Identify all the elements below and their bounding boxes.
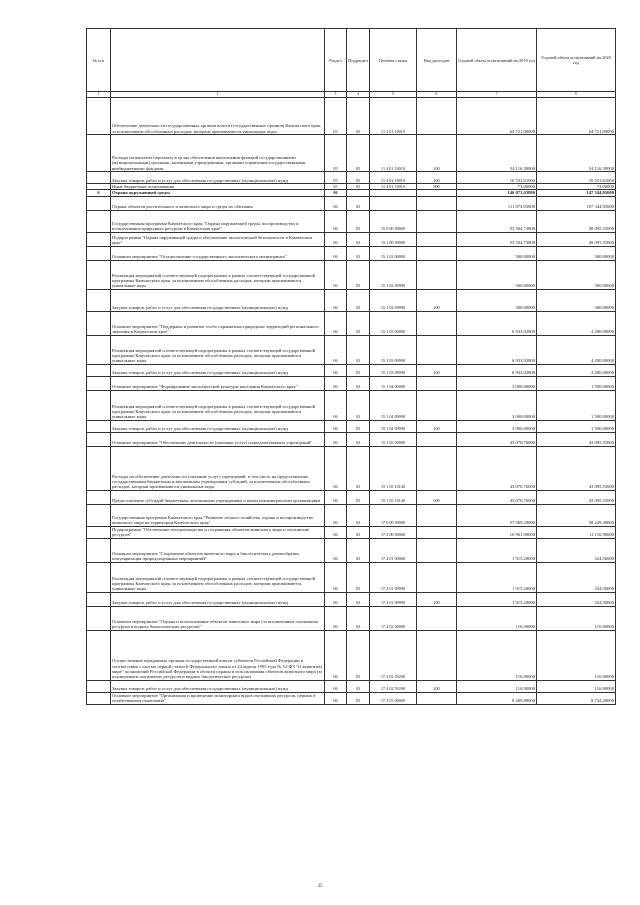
cell-amount-2020: 49 095,55000 <box>537 232 616 246</box>
cell-subsection: 03 <box>347 526 370 538</box>
cell-subsection: 05 <box>347 172 370 184</box>
cell-num <box>87 630 111 680</box>
cell-amount-2019: 500,00000 <box>457 260 537 289</box>
header-exp-type: Вид расходов <box>417 29 457 92</box>
cell-amount-2019: 116,90000 <box>457 630 537 680</box>
cell-num <box>87 289 111 311</box>
cell-target: 17 4 01 09990 <box>370 592 417 606</box>
cell-section: 05 <box>325 184 347 190</box>
cell-target: 15 0 00 00000 <box>370 210 417 232</box>
header-section: Раздел <box>325 29 347 92</box>
cell-section: 05 <box>325 135 347 172</box>
cell-target: 15 1 03 09990 <box>370 364 417 376</box>
cell-name: Закупка товаров, работ и услуг для обеспечения государственных (муниципальных) нужд <box>111 420 325 432</box>
cell-amount-2020: 43 095,55000 <box>537 490 616 504</box>
cell-subsection: 05 <box>347 135 370 172</box>
cell-amount-2019: 111 073,03800 <box>457 196 537 210</box>
cell-amount-2020: 324,50000 <box>537 592 616 606</box>
cell-name: Реализация мероприятий соответствующей подпрограммы в рамках соответствующей государственной программы Камчатского края, за исключением обособленных расходов, которым присваиваются уникальные коды <box>111 335 325 364</box>
cell-num <box>87 538 111 562</box>
cell-section: 06 <box>325 630 347 680</box>
cell-amount-2019: 73,00000 <box>457 184 537 190</box>
cell-target: 17 4 02 59200 <box>370 680 417 692</box>
cell-amount-2020: 1 500,00000 <box>537 376 616 390</box>
cell-name: Закупка товаров, работ и услуг для обеспечения государственных (муниципальных) нужд <box>111 592 325 606</box>
cell-amount-2019: 54 116,39000 <box>457 135 537 172</box>
cell-num <box>87 172 111 184</box>
cell-exp-type <box>417 210 457 232</box>
cell-amount-2019: 1 915,20000 <box>457 562 537 592</box>
cell-amount-2020: 116,90000 <box>537 606 616 630</box>
header-amount-2020: Годовой объем ассигнований на 2020 год <box>537 29 616 92</box>
table-body <box>87 98 616 705</box>
table-row <box>87 562 616 592</box>
cell-target: 15 1 03 00000 <box>370 311 417 335</box>
cell-amount-2020: 10 531,61000 <box>537 172 616 184</box>
cell-subsection: 03 <box>347 562 370 592</box>
cell-subsection: 03 <box>347 210 370 232</box>
document-page <box>86 28 615 705</box>
cell-subsection: 03 <box>347 606 370 630</box>
cell-exp-type <box>417 196 457 210</box>
cell-section: 06 <box>325 592 347 606</box>
cell-name: Реализация мероприятий соответствующей подпрограммы в рамках соответствующей государственной программы Камчатского края, за исключением обособленных расходов, которым присваиваются уникальные коды <box>111 562 325 592</box>
cell-amount-2019: 1 915,20000 <box>457 592 537 606</box>
cell-exp-type: 200 <box>417 172 457 184</box>
column-index: 3 <box>325 92 347 98</box>
cell-name: Охрана окружающей среды <box>111 190 325 196</box>
cell-amount-2020: 300,00000 <box>537 246 616 260</box>
table-row <box>87 364 616 376</box>
cell-amount-2020: 1 500,00000 <box>537 420 616 432</box>
cell-subsection: 05 <box>347 184 370 190</box>
table-row <box>87 98 616 135</box>
cell-exp-type: 200 <box>417 680 457 692</box>
cell-subsection: 03 <box>347 692 370 704</box>
cell-amount-2019: 500,00000 <box>457 246 537 260</box>
cell-subsection: 03 <box>347 260 370 289</box>
cell-exp-type <box>417 335 457 364</box>
cell-target: 11 4 01 10010 <box>370 184 417 190</box>
cell-target: 15 1 02 09990 <box>370 289 417 311</box>
cell-section: 05 <box>325 98 347 135</box>
cell-amount-2019: 6 933,92800 <box>457 364 537 376</box>
cell-exp-type <box>417 311 457 335</box>
cell-name: Закупка товаров, работ и услуг для обеспечения государственных (муниципальных) нужд <box>111 289 325 311</box>
cell-subsection: 03 <box>347 196 370 210</box>
cell-exp-type <box>417 98 457 135</box>
header-name <box>111 29 325 92</box>
cell-exp-type <box>417 232 457 246</box>
cell-name: Закупка товаров, работ и услуг для обеспечения государственных (муниципальных) нужд <box>111 364 325 376</box>
cell-amount-2019: 43 070,76000 <box>457 490 537 504</box>
cell-exp-type <box>417 630 457 680</box>
table-row <box>87 526 616 538</box>
cell-name: Основное мероприятие "Сохранение объектов животного мира и биологического разнообразия, популяризация природоохранных мероприятий" <box>111 538 325 562</box>
cell-subsection: 03 <box>347 311 370 335</box>
cell-section: 06 <box>325 210 347 232</box>
cell-num <box>87 592 111 606</box>
cell-section: 06 <box>325 196 347 210</box>
cell-num <box>87 260 111 289</box>
cell-subsection: 03 <box>347 432 370 446</box>
cell-subsection: 03 <box>347 446 370 490</box>
cell-exp-type <box>417 692 457 704</box>
cell-name: Расходы на обеспечение деятельности (оказание услуг) учреждений, в том числе на предоставление государственным бюджетным и автономным учреждениям субсидий, за исключением обособленных расходов, которым присваиваются уникальные коды <box>111 446 325 490</box>
cell-amount-2020: 116,90000 <box>537 630 616 680</box>
cell-exp-type <box>417 606 457 630</box>
column-index: 5 <box>370 92 417 98</box>
cell-section: 06 <box>325 232 347 246</box>
cell-target: 17 4 01 00000 <box>370 538 417 562</box>
column-index: 4 <box>347 92 370 98</box>
cell-amount-2019: 146 073,03800 <box>457 190 537 196</box>
cell-amount-2020: 73,00000 <box>537 184 616 190</box>
cell-section: 06 <box>325 432 347 446</box>
cell-num <box>87 432 111 446</box>
cell-section: 06 <box>325 504 347 526</box>
cell-target: 11 4 01 10010 <box>370 135 417 172</box>
table-row <box>87 606 616 630</box>
cell-amount-2019: 116,90000 <box>457 606 537 630</box>
cell-num <box>87 311 111 335</box>
table-row <box>87 376 616 390</box>
cell-amount-2019: 3 000,00000 <box>457 376 537 390</box>
cell-name: Основное мероприятие "Осуществление государственного экологического мониторинга" <box>111 246 325 260</box>
cell-num <box>87 376 111 390</box>
cell-target: 17 4 03 00000 <box>370 692 417 704</box>
cell-target: 15 1 00 00000 <box>370 232 417 246</box>
cell-name: Основное мероприятие "Поддержка и развитие особо охраняемых природных территорий регионального значения в Камчатском крае" <box>111 311 325 335</box>
cell-num <box>87 246 111 260</box>
cell-exp-type <box>417 390 457 420</box>
cell-target: 15 1 02 09990 <box>370 260 417 289</box>
cell-exp-type <box>417 246 457 260</box>
cell-name: Основное мероприятие "Формирование экологической культуры населения Камчатского края" <box>111 376 325 390</box>
column-index: 7 <box>457 92 537 98</box>
cell-num <box>87 680 111 692</box>
cell-section: 06 <box>325 390 347 420</box>
table-row <box>87 446 616 490</box>
cell-amount-2020: 4 200,00000 <box>537 335 616 364</box>
cell-amount-2020: 4 200,00000 <box>537 311 616 335</box>
cell-subsection: 03 <box>347 232 370 246</box>
cell-amount-2019: 116,90000 <box>457 680 537 692</box>
cell-name: Закупка товаров, работ и услуг для обеспечения государственных (муниципальных) нужд <box>111 680 325 692</box>
table-row <box>87 246 616 260</box>
cell-target: 15 1 05 10140 <box>370 490 417 504</box>
cell-exp-type <box>417 526 457 538</box>
cell-num <box>87 390 111 420</box>
header-subsection: Подраздел <box>347 29 370 92</box>
cell-name: Обеспечение деятельности государственных органов власти (государственных органов) Камчатского края, за исключением обособленных расходов, которым присваиваются уникальные коды <box>111 98 325 135</box>
table-header-row <box>87 29 616 92</box>
cell-amount-2020: 107 344,95000 <box>537 196 616 210</box>
cell-num <box>87 504 111 526</box>
cell-name: Закупка товаров, работ и услуг для обеспечения государственных (муниципальных) нужд <box>111 172 325 184</box>
cell-section: 05 <box>325 172 347 184</box>
cell-amount-2019: 500,00000 <box>457 289 537 311</box>
cell-exp-type <box>417 538 457 562</box>
budget-table <box>86 28 616 705</box>
cell-subsection: 03 <box>347 420 370 432</box>
table-row <box>87 432 616 446</box>
cell-section: 06 <box>325 526 347 538</box>
table-row <box>87 210 616 232</box>
cell-section: 06 <box>325 680 347 692</box>
header-amount-2019: Годовой объем ассигнований на 2019 год <box>457 29 537 92</box>
cell-num <box>87 490 111 504</box>
cell-section: 06 <box>325 190 347 196</box>
cell-target: 17 4 02 59200 <box>370 630 417 680</box>
cell-subsection: 03 <box>347 246 370 260</box>
cell-subsection: 05 <box>347 98 370 135</box>
cell-exp-type: 200 <box>417 420 457 432</box>
cell-exp-type <box>417 504 457 526</box>
cell-section: 06 <box>325 490 347 504</box>
cell-exp-type: 600 <box>417 490 457 504</box>
cell-name: Реализация мероприятий соответствующей подпрограммы в рамках соответствующей государственной программы Камчатского края, за исключением обособленных расходов, которым присваиваются уникальные коды <box>111 260 325 289</box>
cell-amount-2020: 64 721,00000 <box>537 98 616 135</box>
cell-subsection: 03 <box>347 592 370 606</box>
cell-target: 11 4 01 10010 <box>370 98 417 135</box>
table-row <box>87 504 616 526</box>
cell-target <box>370 196 417 210</box>
cell-subsection: 03 <box>347 680 370 692</box>
cell-section: 06 <box>325 420 347 432</box>
column-index: 2 <box>111 92 325 98</box>
cell-exp-type: 100 <box>417 135 457 172</box>
cell-name: Подпрограмма "Обеспечение воспроизводства и сохранения объектов животного мира и охотничьих ресурсов" <box>111 526 325 538</box>
cell-name: Иные бюджетные ассигнования <box>111 184 325 190</box>
cell-section: 06 <box>325 289 347 311</box>
table-row <box>87 311 616 335</box>
cell-subsection: 03 <box>347 504 370 526</box>
cell-subsection: 03 <box>347 289 370 311</box>
table-row <box>87 335 616 364</box>
cell-name: Государственная программа Камчатского края "Охрана окружающей среды, воспроизводство и использование природных ресурсов в Камчатском крае" <box>111 210 325 232</box>
cell-name: Предоставление субсидий бюджетным, автономным учреждениям и иным некоммерческим организациям <box>111 490 325 504</box>
cell-section: 06 <box>325 260 347 289</box>
cell-amount-2020: 58 249,40000 <box>537 504 616 526</box>
column-index: 1 <box>87 92 111 98</box>
cell-subsection: 03 <box>347 364 370 376</box>
cell-num <box>87 606 111 630</box>
cell-target: 15 1 04 00000 <box>370 376 417 390</box>
column-index: 6 <box>417 92 457 98</box>
cell-amount-2020: 324,50000 <box>537 562 616 592</box>
table-row <box>87 196 616 210</box>
cell-num <box>87 420 111 432</box>
cell-section: 06 <box>325 562 347 592</box>
cell-amount-2019: 1 915,20000 <box>457 538 537 562</box>
cell-target: 15 1 03 09990 <box>370 335 417 364</box>
table-row <box>87 692 616 704</box>
cell-num <box>87 446 111 490</box>
cell-exp-type <box>417 446 457 490</box>
table-row <box>87 538 616 562</box>
cell-num <box>87 135 111 172</box>
cell-target: 15 1 04 09990 <box>370 390 417 420</box>
cell-amount-2019: 43 070,76000 <box>457 446 537 490</box>
cell-target: 11 4 01 10010 <box>370 172 417 184</box>
cell-amount-2020: 49 095,55000 <box>537 210 616 232</box>
cell-subsection: 03 <box>347 390 370 420</box>
cell-amount-2019: 10 961,90000 <box>457 526 537 538</box>
cell-exp-type: 200 <box>417 364 457 376</box>
cell-amount-2019: 53 504,73800 <box>457 210 537 232</box>
cell-num <box>87 364 111 376</box>
cell-num <box>87 98 111 135</box>
cell-amount-2020: 54 116,39000 <box>537 135 616 172</box>
cell-subsection: 03 <box>347 490 370 504</box>
cell-name: Основное мероприятие "Организация и проведение мониторинга видов охотничьих ресурсов, ценных в хозяйственном отношении" <box>111 692 325 704</box>
cell-amount-2019: 43 070,76000 <box>457 432 537 446</box>
table-row <box>87 592 616 606</box>
cell-exp-type <box>417 376 457 390</box>
cell-name: Основное мероприятие "Охрана и использование объектов животного мира (за исключением охотничьих ресурсов и водных биологических ресурсов)" <box>111 606 325 630</box>
cell-name: Подпрограмма "Охрана окружающей среды и обеспечение экологической безопасности в Камчатском крае" <box>111 232 325 246</box>
cell-amount-2019: 10 531,61000 <box>457 172 537 184</box>
cell-name: Осуществление переданных органам государственной власти субъектов Российской Федерации в соответствии с частью первой статьи 6 Федерального закона от 24 апреля 1995 года № 52-ФЗ "О животном мире" полномочий Российской Федерации в области охраны и использования объектов животного мира (за исключением охотничьих ресурсов и водных биологических ресурсов) <box>111 630 325 680</box>
cell-target: 17 4 00 00000 <box>370 526 417 538</box>
cell-amount-2019: 6 933,92800 <box>457 311 537 335</box>
cell-subsection: 03 <box>347 376 370 390</box>
table-row <box>87 260 616 289</box>
cell-exp-type <box>417 562 457 592</box>
cell-amount-2020: 324,50000 <box>537 538 616 562</box>
cell-target: 17 4 02 00000 <box>370 606 417 630</box>
cell-section: 06 <box>325 376 347 390</box>
cell-name: Основное мероприятие "Обеспечение деятельности (оказание услуг) подведомственных учреждений" <box>111 432 325 446</box>
cell-num <box>87 232 111 246</box>
cell-exp-type <box>417 432 457 446</box>
cell-amount-2020: 1 500,00000 <box>537 390 616 420</box>
column-index: 8 <box>537 92 616 98</box>
cell-amount-2019: 3 000,00000 <box>457 420 537 432</box>
cell-section: 06 <box>325 364 347 376</box>
cell-target: 15 1 05 00000 <box>370 432 417 446</box>
cell-amount-2020: 43 095,55000 <box>537 446 616 490</box>
cell-amount-2019: 53 504,73800 <box>457 232 537 246</box>
cell-num <box>87 562 111 592</box>
cell-section: 06 <box>325 606 347 630</box>
cell-num <box>87 196 111 210</box>
cell-num <box>87 210 111 232</box>
header-num: № п/п <box>87 29 111 92</box>
cell-amount-2020: 11 116,90000 <box>537 526 616 538</box>
cell-target: 17 4 01 09990 <box>370 562 417 592</box>
cell-amount-2019: 64 721,00000 <box>457 98 537 135</box>
page-number: 35 <box>317 884 323 889</box>
cell-num <box>87 335 111 364</box>
cell-num <box>87 526 111 538</box>
cell-amount-2020: 8 742,20000 <box>537 692 616 704</box>
cell-subsection: 03 <box>347 335 370 364</box>
cell-section: 06 <box>325 246 347 260</box>
table-row <box>87 680 616 692</box>
cell-subsection: 03 <box>347 630 370 680</box>
cell-section: 06 <box>325 335 347 364</box>
table-row <box>87 135 616 172</box>
cell-num: 6 <box>87 190 111 196</box>
cell-amount-2020: 300,00000 <box>537 260 616 289</box>
cell-name: Охрана объектов растительного и животного мира и среды их обитания <box>111 196 325 210</box>
cell-subsection: 03 <box>347 538 370 562</box>
table-row <box>87 172 616 184</box>
table-row <box>87 390 616 420</box>
cell-section: 06 <box>325 692 347 704</box>
table-row <box>87 420 616 432</box>
cell-target: 15 1 02 00000 <box>370 246 417 260</box>
cell-target: 15 1 04 09990 <box>370 420 417 432</box>
cell-amount-2020: 43 095,55000 <box>537 432 616 446</box>
cell-section: 06 <box>325 446 347 490</box>
cell-name: Расходы на выплаты персоналу в целях обеспечения выполнения функций государственными (муниципальными) органами, казенными учреждениями, органами управления государственными внебюджетными фондами <box>111 135 325 172</box>
cell-exp-type: 800 <box>417 184 457 190</box>
header-target: Целевая статья <box>370 29 417 92</box>
cell-exp-type: 200 <box>417 592 457 606</box>
cell-amount-2019: 3 000,00000 <box>457 390 537 420</box>
table-row <box>87 232 616 246</box>
cell-amount-2019: 57 569,20000 <box>457 504 537 526</box>
cell-amount-2020: 116,90000 <box>537 680 616 692</box>
cell-amount-2019: 6 933,92800 <box>457 335 537 364</box>
cell-amount-2020: 147 344,95000 <box>537 190 616 196</box>
cell-amount-2019: 8 409,80000 <box>457 692 537 704</box>
cell-amount-2020: 300,00000 <box>537 289 616 311</box>
cell-target: 15 1 05 10140 <box>370 446 417 490</box>
cell-amount-2020: 4 200,00000 <box>537 364 616 376</box>
cell-section: 06 <box>325 311 347 335</box>
cell-section: 06 <box>325 538 347 562</box>
table-row <box>87 630 616 680</box>
table-row <box>87 289 616 311</box>
cell-exp-type <box>417 260 457 289</box>
table-row <box>87 490 616 504</box>
cell-exp-type: 200 <box>417 289 457 311</box>
cell-num <box>87 692 111 704</box>
cell-name: Государственная программа Камчатского края "Развитие лесного хозяйства, охрана и воспроизводство животного мира на территории Камчатского края" <box>111 504 325 526</box>
cell-name: Реализация мероприятий соответствующей подпрограммы в рамках соответствующей государственной программы Камчатского края, за исключением обособленных расходов, которым присваиваются уникальные коды <box>111 390 325 420</box>
cell-target: 17 0 00 00000 <box>370 504 417 526</box>
